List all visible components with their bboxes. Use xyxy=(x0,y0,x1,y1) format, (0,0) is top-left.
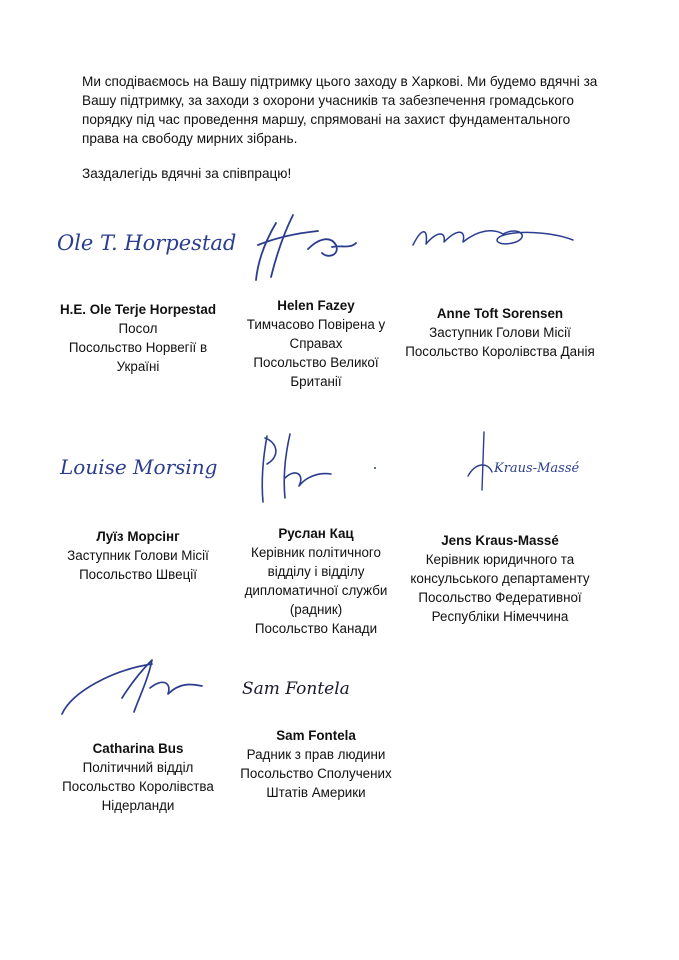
signatory-block-kraus-masse xyxy=(400,531,600,626)
signature-kraus-masse xyxy=(458,428,588,498)
signature-kats xyxy=(245,428,385,508)
signatory-title: Радник з прав людини xyxy=(246,747,386,762)
signatory-title: Заступник Голови Місії xyxy=(67,548,209,563)
signatory-name: Jens Kraus-Massé xyxy=(441,533,559,548)
signatory-block-sorensen xyxy=(400,304,600,361)
signatory-name: Луїз Морсінг xyxy=(96,529,180,544)
svg-text:Kraus-Massé: Kraus-Massé xyxy=(494,461,580,476)
signatory-title: Керівник політичного xyxy=(251,545,381,560)
signatory-embassy: Україні xyxy=(116,359,160,374)
signatory-title: Посол xyxy=(118,321,158,336)
signature-bus xyxy=(52,652,222,722)
signatory-embassy: Посольство Сполучених xyxy=(240,766,392,781)
signature-morsing xyxy=(58,446,218,486)
signatory-title: дипломатичної служби xyxy=(244,583,388,598)
signatory-block-horpestad xyxy=(38,300,238,376)
signatory-name: H.E. Ole Terje Horpestad xyxy=(59,302,217,317)
signatory-title: консульського департаменту xyxy=(410,571,590,586)
signatory-title: Політичний відділ xyxy=(82,760,194,775)
signatory-embassy: Посольство Федеративної xyxy=(418,590,582,605)
signatory-embassy: Посольство Королівства Данія xyxy=(405,344,595,359)
signatory-embassy: Посольство Великої xyxy=(253,355,379,370)
signatory-block-kats xyxy=(216,524,416,638)
letter-paragraph: Ми сподіваємось на Вашу підтримку цього заходу в Харкові. Ми будемо вдячні за Вашу підтримку, за заходи з охорони учасників та забезпечення громадського порядку під час проведення маршу, спрямовані на захист фундаментального права на свободу мирних зібрань. xyxy=(82,74,598,146)
signatory-title: Справах xyxy=(289,336,343,351)
svg-text:Sam Fontela: Sam Fontela xyxy=(242,679,350,699)
signatory-embassy: Британії xyxy=(290,374,342,389)
letter-closing: Заздалегідь вдячні за співпрацю! xyxy=(82,166,292,181)
signature-fazey xyxy=(238,205,368,285)
signatory-title: Заступник Голови Місії xyxy=(429,325,571,340)
signatory-block-fontela xyxy=(216,726,416,802)
signatory-embassy: Нідерланди xyxy=(101,798,175,813)
signature-sorensen xyxy=(408,220,578,260)
signatory-embassy: Посольство Швеції xyxy=(79,567,197,582)
svg-text:Louise Morsing: Louise Morsing xyxy=(60,455,218,479)
signatory-block-bus xyxy=(38,739,238,815)
signature-fontela xyxy=(240,670,400,704)
signatory-name: Sam Fontela xyxy=(276,728,356,743)
signatory-name: Catharina Bus xyxy=(92,741,184,756)
signatory-title: (радник) xyxy=(289,602,343,617)
signatory-embassy: Республіки Німеччина xyxy=(431,609,569,624)
signatory-name: Helen Fazey xyxy=(277,298,355,313)
signatory-title: Тимчасово Повірена у xyxy=(246,317,386,332)
signatory-title: відділу і відділу xyxy=(267,564,365,579)
signatory-title: Керівник юридичного та xyxy=(425,552,575,567)
signatory-name: Anne Toft Sorensen xyxy=(436,306,564,321)
signatory-embassy: Посольство Канади xyxy=(254,621,378,636)
signatory-embassy: Посольство Королівства xyxy=(62,779,214,794)
signatory-embassy: Посольство Норвегії в xyxy=(68,340,208,355)
signatory-name: Руслан Кац xyxy=(278,526,354,541)
signatory-embassy: Штатів Америки xyxy=(266,785,366,800)
signature-horpestad xyxy=(55,222,237,262)
svg-text:Ole T. Horpestad: Ole T. Horpestad xyxy=(57,231,237,255)
signatory-block-morsing xyxy=(38,527,238,584)
signatory-block-fazey xyxy=(216,296,416,391)
